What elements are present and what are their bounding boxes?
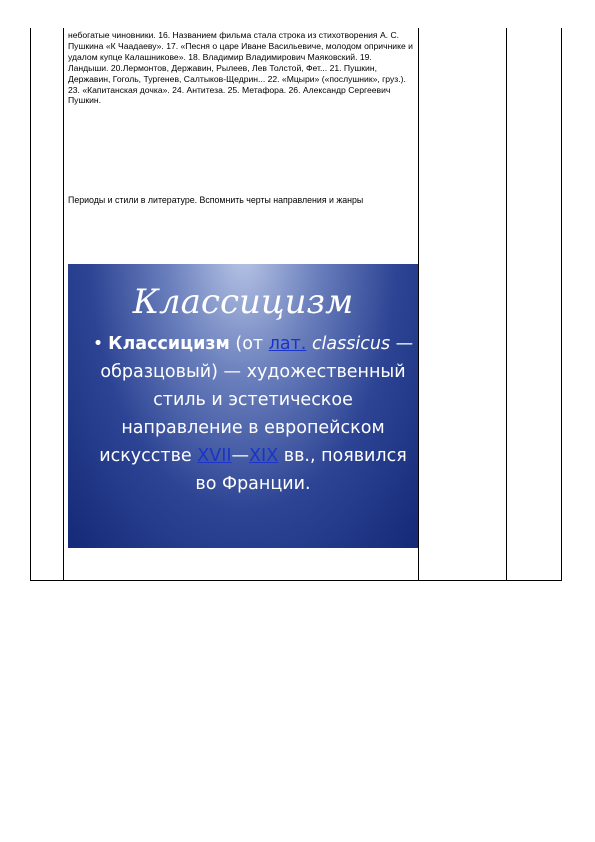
slide-body (92, 330, 414, 498)
classicism-slide-image (68, 264, 418, 548)
slide-term: Классицизм (108, 334, 230, 354)
task-text: Периоды и стили в литературе. Вспомнить черты направления и жанры (68, 195, 364, 205)
latin-word: classicus (311, 334, 391, 354)
slide-text: вв., появился во Франции. (195, 446, 407, 494)
century-xix-link[interactable]: XIX (249, 446, 279, 466)
bullet-icon: • (92, 334, 104, 354)
slide-text: — (231, 446, 250, 466)
column-divider (63, 28, 64, 580)
column-divider (506, 28, 507, 580)
century-xvii-link[interactable]: XVII (197, 446, 232, 466)
slide-text: (от (229, 334, 269, 354)
answers-text: небогатые чиновники. 16. Названием фильма стала строка из стихотворения А. С. Пушкина «К Чаадаеву». 17. «Песня о царе Иване Васильевиче, молодом опричнике и удалом купце Калашникове». 18. Владимир Владимирович Маяковский. 19. Ландыши. 20.Лермонтов, Державин, Рылеев, Лев Толстой, Фет... 21. Пушкин, Державин, Гоголь, Тургенев, Салтыков-Щедрин... 22. «Мцыри» («послушник», груз.). 23. «Капитанская дочка». 24. Антитеза. 25. Метафора. 26. Александр Сергеевич Пушкин. (68, 30, 413, 106)
slide-title: Классицизм (132, 282, 354, 322)
lat-link[interactable]: лат. (268, 334, 307, 354)
column-divider (418, 28, 419, 580)
slide-text: — образцовый) — художественный стиль и эстетическое направление в европейском искусстве (99, 334, 414, 466)
